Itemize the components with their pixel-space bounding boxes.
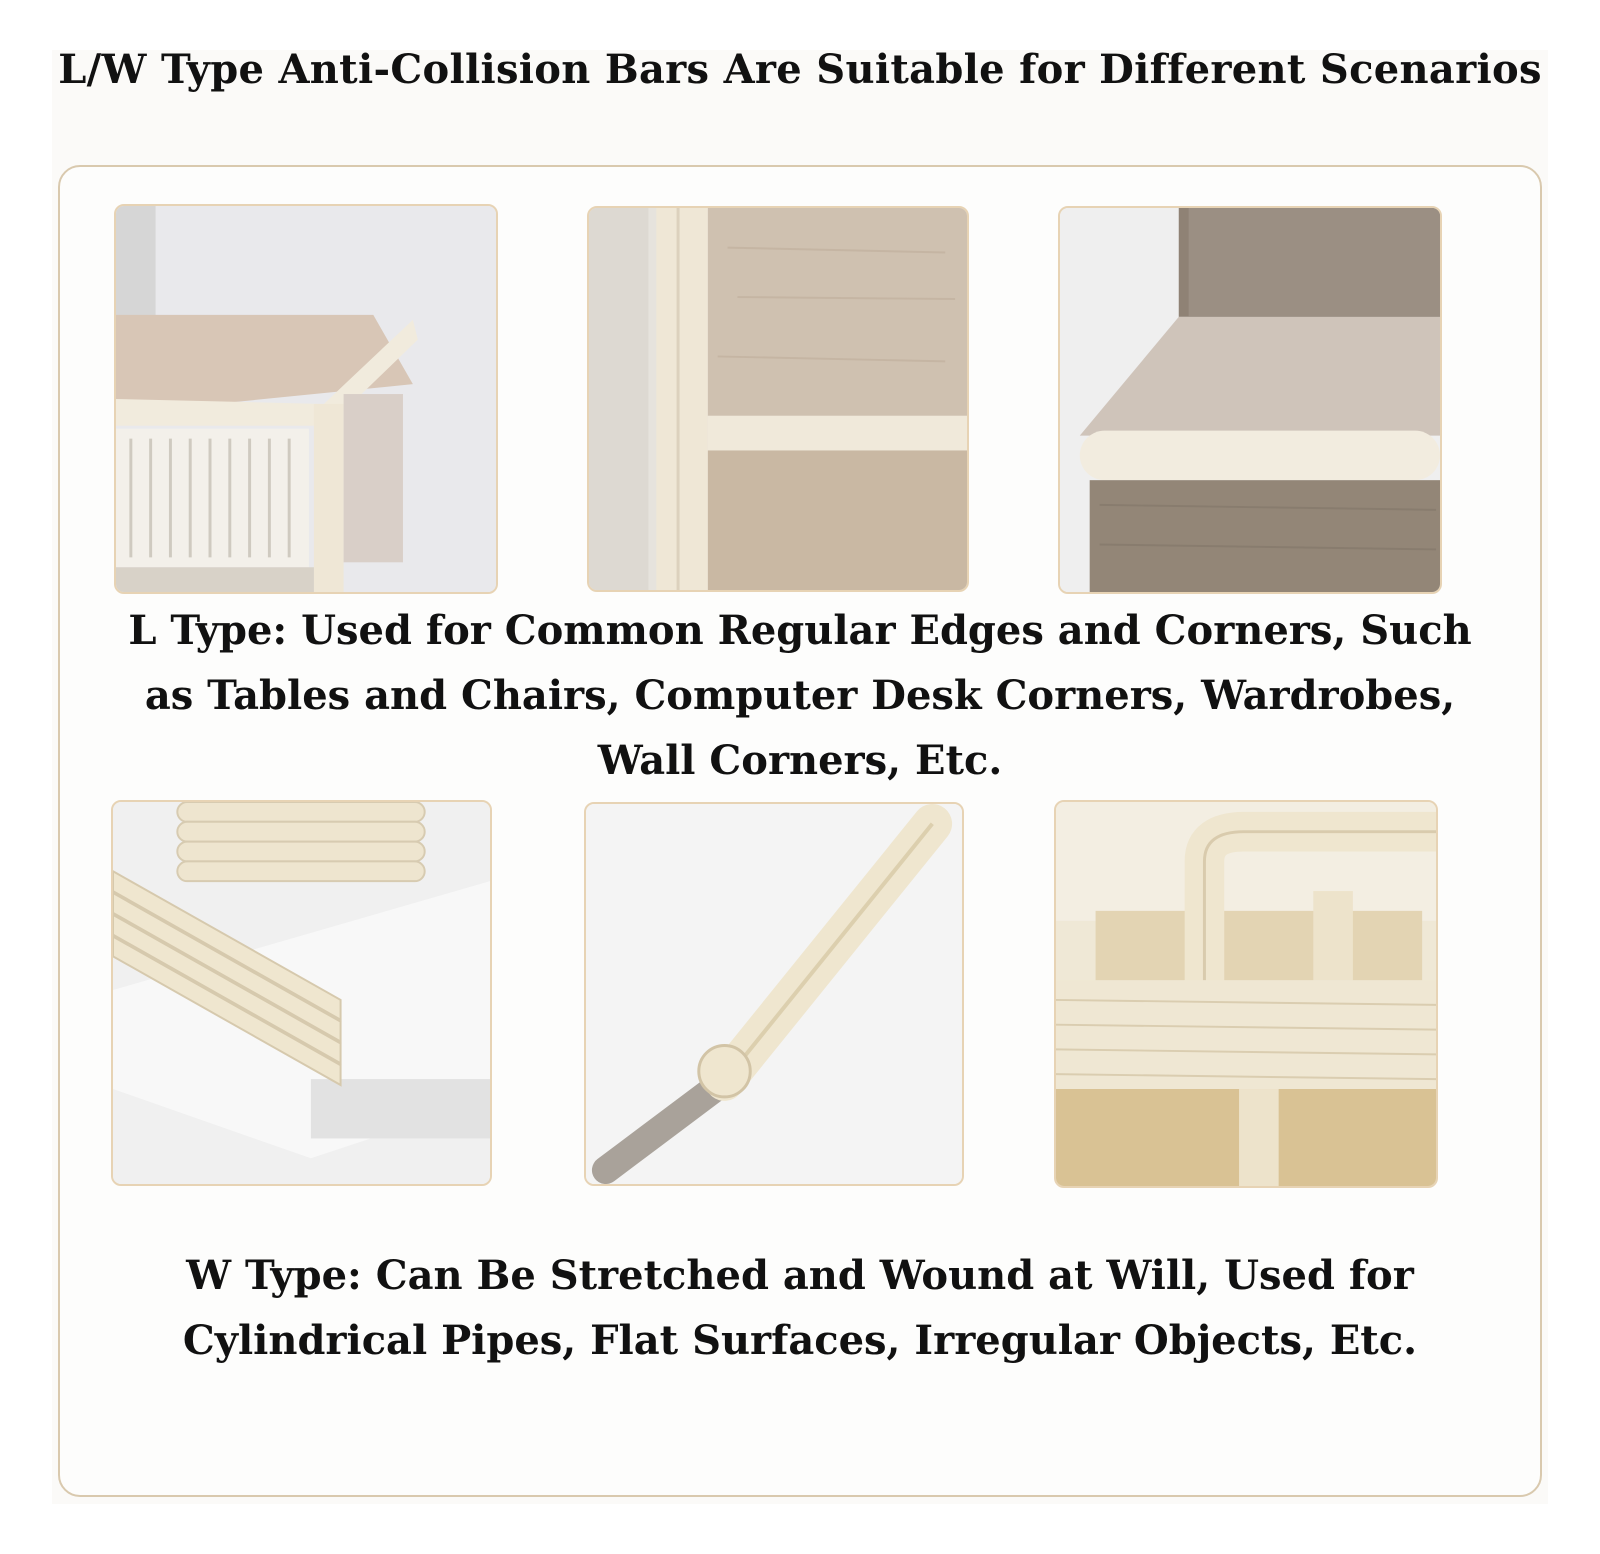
nightstand-corner-photo (114, 204, 498, 594)
l-type-caption: L Type: Used for Common Regular Edges and Corners, Such as Tables and Chairs, Computer Desk Corners, Wardrobes, Wall Corners, Etc. (128, 607, 1472, 784)
table-edge-roll-photo (111, 800, 492, 1186)
w-type-caption: W Type: Can Be Stretched and Wound at Will, Used for Cylindrical Pipes, Flat Surfaces, Irregular Objects, Etc. (182, 1252, 1418, 1364)
step-edge-photo (1058, 206, 1442, 594)
pipe-wrap-photo (584, 802, 964, 1186)
bed-rail-photo (1054, 800, 1438, 1188)
shelf-edge-photo (587, 206, 969, 592)
page-title: L/W Type Anti-Collision Bars Are Suitable for Different Scenarios (58, 46, 1542, 93)
